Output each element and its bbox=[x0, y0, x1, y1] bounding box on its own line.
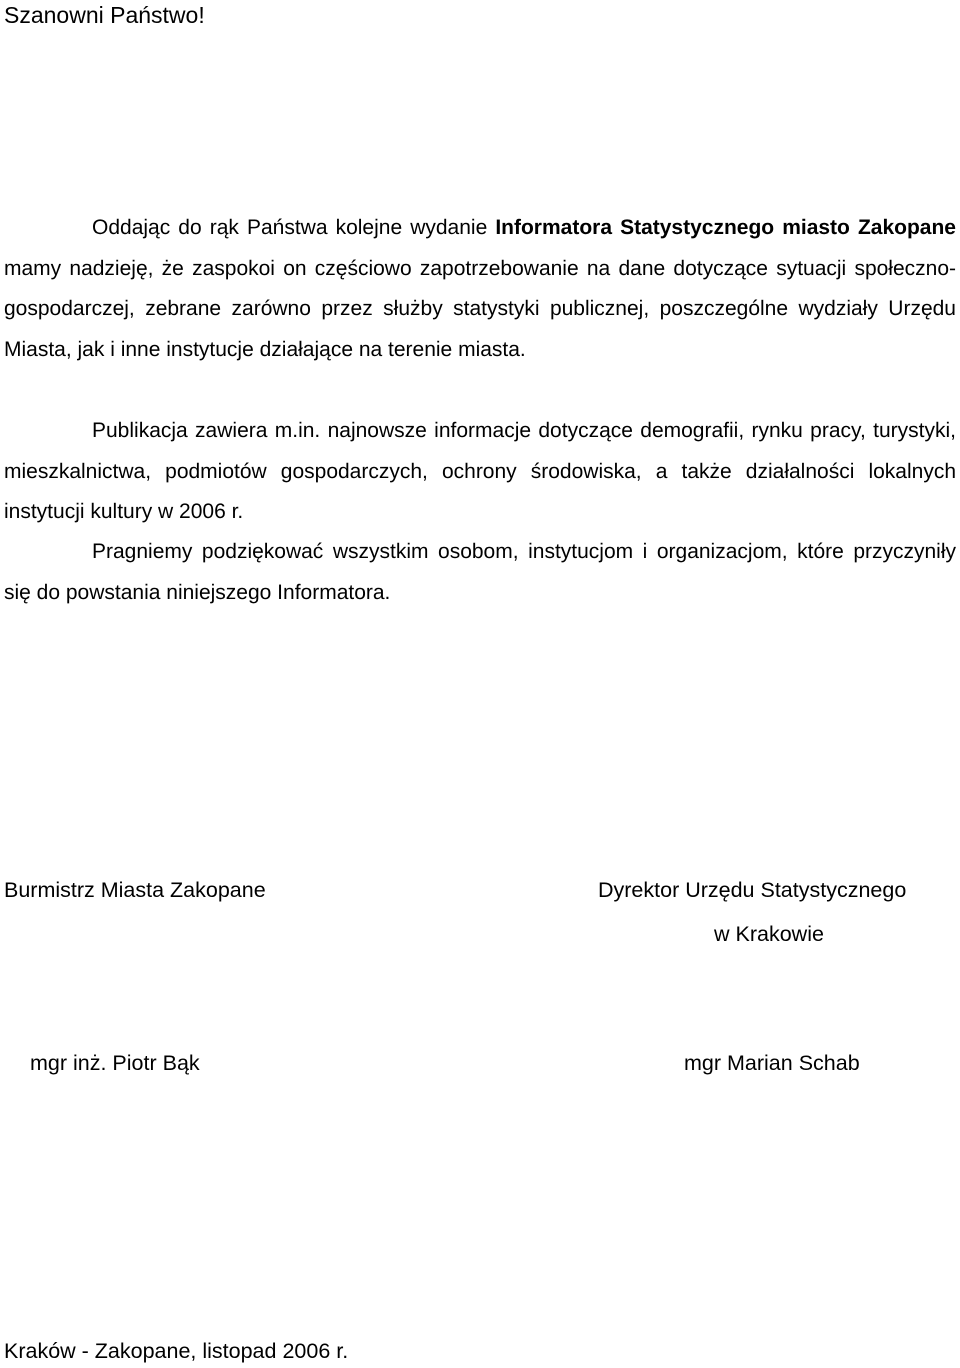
contents-paragraph: Publikacja zawiera m.in. najnowsze informacje dotyczące demografii, rynku pracy, turystyki, mieszkalnictwa, podmiotów gospodarczych, ochrony środowiska, a także działalności lokalnych instytucji kultury w 2006 r. bbox=[4, 419, 956, 523]
intro-text-start: Oddając do rąk Państwa kolejne wydanie bbox=[92, 216, 496, 239]
publication-title: Informatora Statystycznego miasto Zakopane bbox=[495, 216, 956, 239]
greeting: Szanowni Państwo! bbox=[4, 2, 205, 28]
director-title: Dyrektor Urzędu Statystycznego bbox=[598, 878, 907, 902]
director-office-location: w Krakowie bbox=[714, 922, 824, 946]
mayor-name: mgr inż. Piotr Bąk bbox=[30, 1051, 200, 1075]
place-and-date: Kraków - Zakopane, listopad 2006 r. bbox=[4, 1339, 349, 1363]
mayor-title: Burmistrz Miasta Zakopane bbox=[4, 878, 266, 902]
intro-text-end: mamy nadzieję, że zaspokoi on częściowo zapotrzebowanie na dane dotyczące sytuacji społeczno-gospodarczej, zebrane zarówno przez służby statystyki publicznej, poszczególne wydziały Urzędu Miasta, jak i inne instytucje działające na terenie miasta. bbox=[4, 256, 956, 361]
thanks-paragraph: Pragniemy podziękować wszystkim osobom, instytucjom i organizacjom, które przyczyniły się do powstania niniejszego Informatora. bbox=[4, 540, 956, 604]
director-name: mgr Marian Schab bbox=[684, 1051, 860, 1075]
intro-paragraph bbox=[4, 208, 956, 370]
